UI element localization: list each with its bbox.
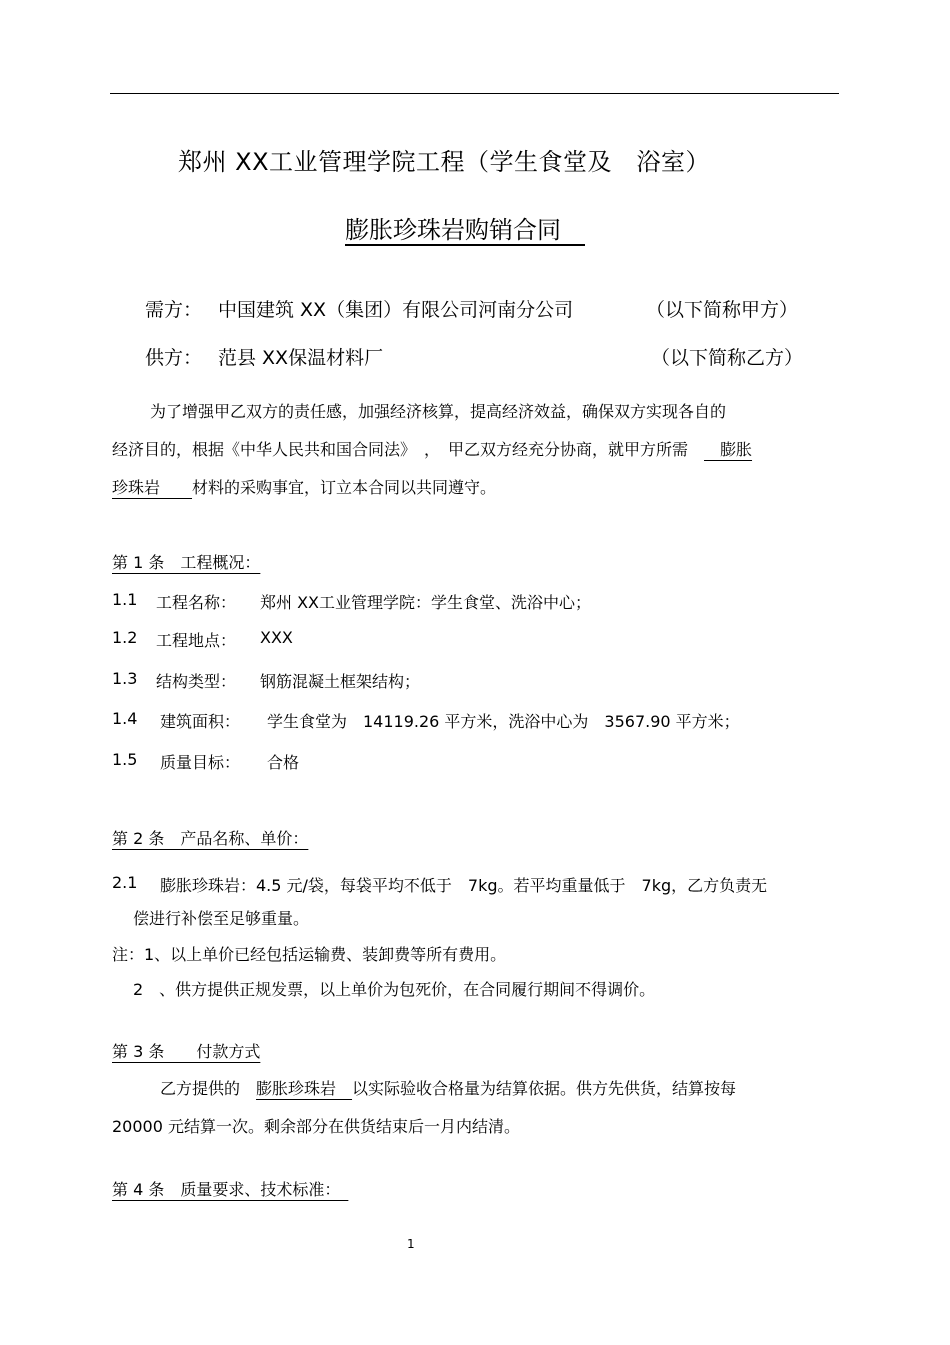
item-2-1-line-1: 膨胀珍珠岩：4.5 元/袋，每袋平均不低于 7kg。若平均重量低于 7kg，乙方负责无 bbox=[160, 876, 768, 895]
article-4-heading: 第 4 条 质量要求、技术标准： bbox=[112, 1180, 349, 1199]
article-3-heading: 第 3 条 付款方式 bbox=[112, 1042, 261, 1061]
preamble-line-3 bbox=[112, 475, 496, 498]
item-1-3-label: 结构类型： bbox=[156, 672, 237, 691]
article-1-heading: 第 1 条 工程概况： bbox=[112, 553, 261, 572]
item-1-2-label: 工程地点： bbox=[156, 631, 237, 650]
preamble-line-3-text: 材料的采购事宜，订立本合同以共同遵守。 bbox=[192, 478, 497, 497]
note-1: 注：1、以上单价已经包括运输费、装卸费等所有费用。 bbox=[112, 945, 507, 964]
item-2-1-line-2: 偿进行补偿至足够重量。 bbox=[133, 909, 310, 928]
seller-name: 范县 XX保温材料厂 bbox=[218, 347, 384, 369]
item-1-5-num: 1.5 bbox=[112, 750, 138, 769]
item-1-5-value: 合格 bbox=[267, 753, 300, 772]
header-rule bbox=[110, 93, 839, 94]
article-3-line-1-text-a: 乙方提供的 bbox=[160, 1079, 257, 1098]
buyer-label: 需方： bbox=[145, 299, 203, 321]
title-line-2: 膨胀珍珠岩购销合同 bbox=[345, 216, 585, 244]
seller-label: 供方： bbox=[145, 347, 203, 369]
item-1-2-num: 1.2 bbox=[112, 628, 138, 647]
item-1-3-value: 钢筋混凝土框架结构； bbox=[260, 672, 421, 691]
article-3-product-underlined: 膨胀珍珠岩 bbox=[256, 1079, 353, 1098]
item-1-5-label: 质量目标： bbox=[160, 753, 241, 772]
article-3-line-1-text-b: 以实际验收合格量为结算依据。供方先供货，结算按每 bbox=[352, 1079, 737, 1098]
item-1-4-label: 建筑面积： bbox=[160, 712, 241, 731]
buyer-name: 中国建筑 XX（集团）有限公司河南分公司 bbox=[218, 299, 574, 321]
item-1-2-value: XXX bbox=[260, 628, 293, 647]
preamble-line-2 bbox=[112, 437, 752, 460]
title-line-1: 郑州 XX工业管理学院工程（学生食堂及 浴室） bbox=[178, 148, 711, 176]
article-2-heading: 第 2 条 产品名称、单价： bbox=[112, 829, 309, 848]
item-1-1-value: 郑州 XX工业管理学院：学生食堂、洗浴中心； bbox=[260, 593, 592, 612]
item-2-1-num: 2.1 bbox=[112, 873, 138, 892]
item-1-3-num: 1.3 bbox=[112, 669, 138, 688]
item-1-1-num: 1.1 bbox=[112, 590, 138, 609]
article-3-line-2: 20000 元结算一次。剩余部分在供货结束后一月内结清。 bbox=[112, 1117, 520, 1136]
page-number: 1 bbox=[407, 1237, 415, 1251]
item-1-1-label: 工程名称： bbox=[156, 593, 237, 612]
seller-alias: （以下简称乙方） bbox=[651, 347, 804, 369]
preamble-line-2-text: 经济目的，根据《中华人民共和国合同法》 ， 甲乙双方经充分协商，就甲方所需 bbox=[112, 440, 705, 459]
note-2: 2 、供方提供正规发票，以上单价为包死价，在合同履行期间不得调价。 bbox=[133, 980, 656, 999]
product-name-underlined-cont: 珍珠岩 bbox=[112, 478, 193, 497]
preamble-line-1: 为了增强甲乙双方的责任感，加强经济核算，提高经济效益，确保双方实现各自的 bbox=[150, 402, 727, 421]
article-3-line-1 bbox=[160, 1076, 736, 1099]
item-1-4-value: 学生食堂为 14119.26 平方米，洗浴中心为 3567.90 平方米； bbox=[267, 712, 740, 731]
item-1-4-num: 1.4 bbox=[112, 709, 138, 728]
buyer-alias: （以下简称甲方） bbox=[646, 299, 799, 321]
product-name-underlined: 膨胀 bbox=[704, 440, 753, 459]
